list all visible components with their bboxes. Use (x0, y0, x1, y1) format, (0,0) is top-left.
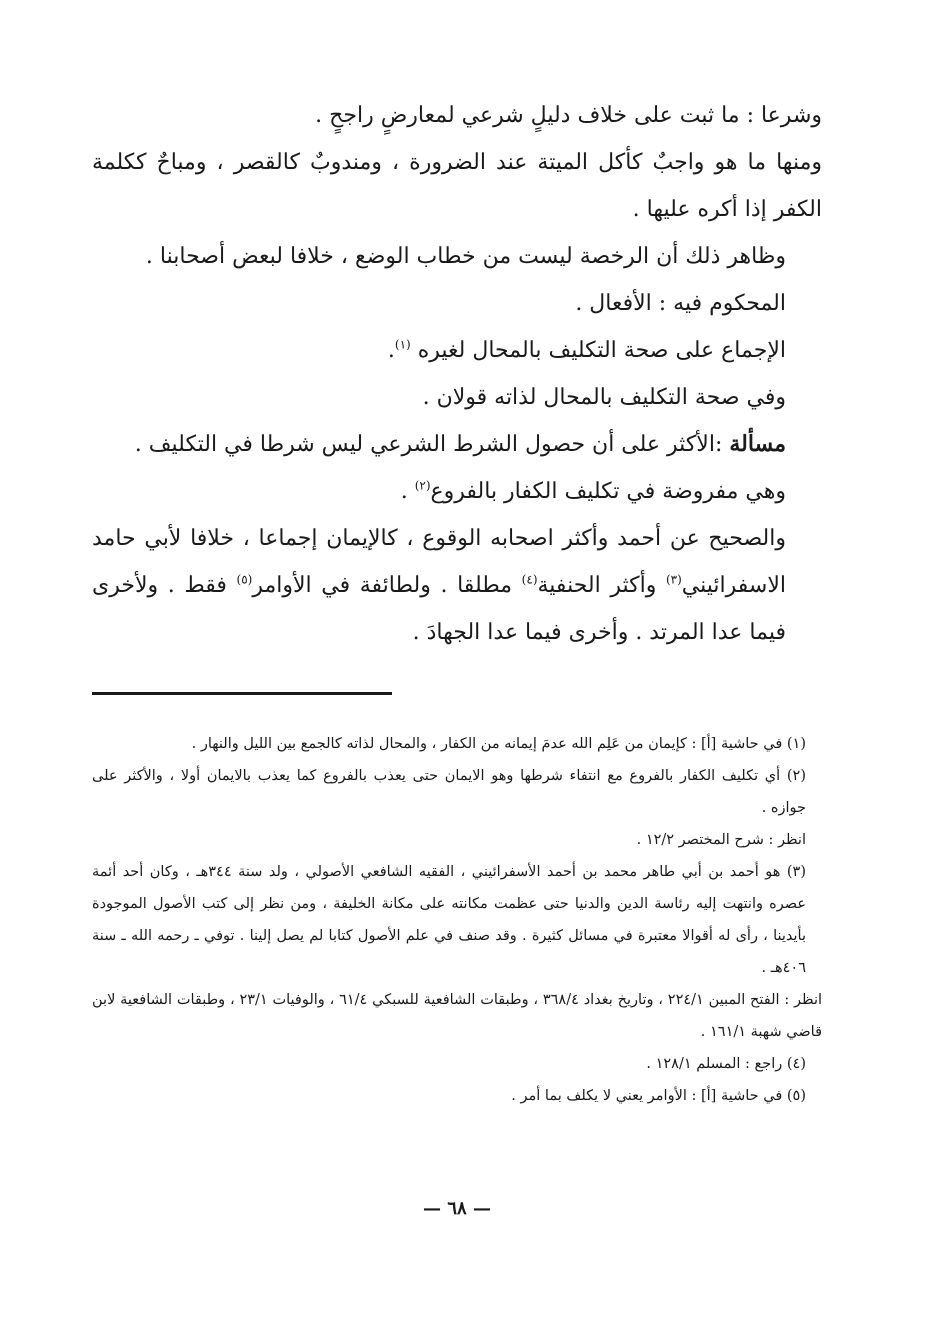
footnote-reference: انظر : الفتح المبين ٢٢٤/١ ، وتاريخ بغداد ٣٦٨/٤ ، وطبقات الشافعية للسبكي ٦١/٤ ، والوفيات ٢٣/١ ، وطبقات الشافعية لابن قاضي شهبة ١٦١/١ . (92, 992, 823, 1040)
paragraph-text: :الأكثر على أن حصول الشرط الشرعي ليس شرطا في التكليف . (134, 432, 730, 457)
footnote-ref: (٥) (236, 572, 253, 587)
paragraph-text: والصحيح عن أحمد وأكثر اصحابه الوقوع ، كالإيمان إجماعا ، خلافا لأبي حامد الاسفرائيني (92, 526, 786, 598)
page-number: — ٦٨ — (423, 1198, 491, 1219)
document-page (92, 92, 823, 1219)
paragraph: المحكوم فيه : الأفعال . (575, 291, 786, 316)
footnote: (٢) أي تكليف الكفار بالفروع مع انتفاء شرطها وهو الايمان حتى يعذب بالفروع كما يعذب بالايمان أولا ، والأكثر على جوازه . (92, 768, 806, 816)
footnote-ref: (٢) (414, 478, 431, 493)
footnote-ref: (٤) (521, 572, 538, 587)
footnote: (٥) في حاشية [أ] : الأوامر يعني لا يكلف بما أمر . (511, 1088, 806, 1104)
paragraph-text: مطلقا . ولطائفة في الأوامر (252, 573, 522, 598)
paragraph-text: فقط . ولأخرى فيما عدا المرتد . وأخرى فيما عدا الجهادَ . (92, 573, 786, 645)
footnotes (92, 728, 822, 1112)
paragraph (92, 327, 822, 374)
paragraph-text: . (387, 338, 395, 363)
footnote-reference: انظر : شرح المختصر ١٢/٢ . (636, 832, 806, 848)
main-text (92, 92, 822, 656)
footnote-ref: (٣) (665, 572, 682, 587)
footnote: (١) في حاشية [أ] : كإيمان من عَلِم الله عدمَ إيمانه من الكفار ، والمحال لذاته كالجمع بين الليل والنهار . (191, 736, 806, 752)
footnote-separator (92, 692, 392, 695)
footnote: (٣) هو أحمد بن أبي طاهر محمد بن أحمد الأسفرائيني ، الفقيه الشافعي الأصولي ، ولد سنة ٣٤٤هـ ، وكان أحد أئمة عصره وانتهت إليه رئاسة الدين والدنيا حتى عظمت مكانته على مكانة الخليفة ، ومن نظر إلى كتب الأصول الموجودة بأيدينا ، رأى له أقوالا معتبرة في مسائل كثيرة . وقد صنف في علم الأصول كتابا لم يصل إلينا . توفي ـ رحمه الله ـ سنة ٤٠٦هـ . (92, 864, 806, 976)
paragraph: وظاهر ذلك أن الرخصة ليست من خطاب الوضع ، خلافا لبعض أصحابنا . (145, 244, 786, 269)
section-label: مسألة (729, 431, 786, 457)
paragraph (92, 515, 822, 656)
paragraph: وشرعا : ما ثبت على خلاف دليلٍ شرعي لمعارضٍ راجحٍ . (315, 103, 822, 128)
paragraph-text: الإجماع على صحة التكليف بالمحال لغيره (417, 338, 786, 363)
paragraph-text: وأكثر الحنفية (537, 573, 666, 598)
paragraph (92, 421, 822, 468)
paragraph-text: وهي مفروضة في تكليف الكفار بالفروع (430, 479, 786, 504)
paragraph (92, 468, 822, 515)
paragraph: ومنها ما هو واجبٌ كأكل الميتة عند الضرورة ، ومندوبٌ كالقصر ، ومباحٌ ككلمة الكفر إذا أكره عليها . (92, 150, 822, 222)
footnote-ref: (١) (394, 337, 411, 352)
paragraph-text: . (400, 479, 408, 504)
footnote: (٤) راجع : المسلم ١٢٨/١ . (646, 1056, 806, 1072)
paragraph: وفي صحة التكليف بالمحال لذاته قولان . (422, 385, 786, 410)
